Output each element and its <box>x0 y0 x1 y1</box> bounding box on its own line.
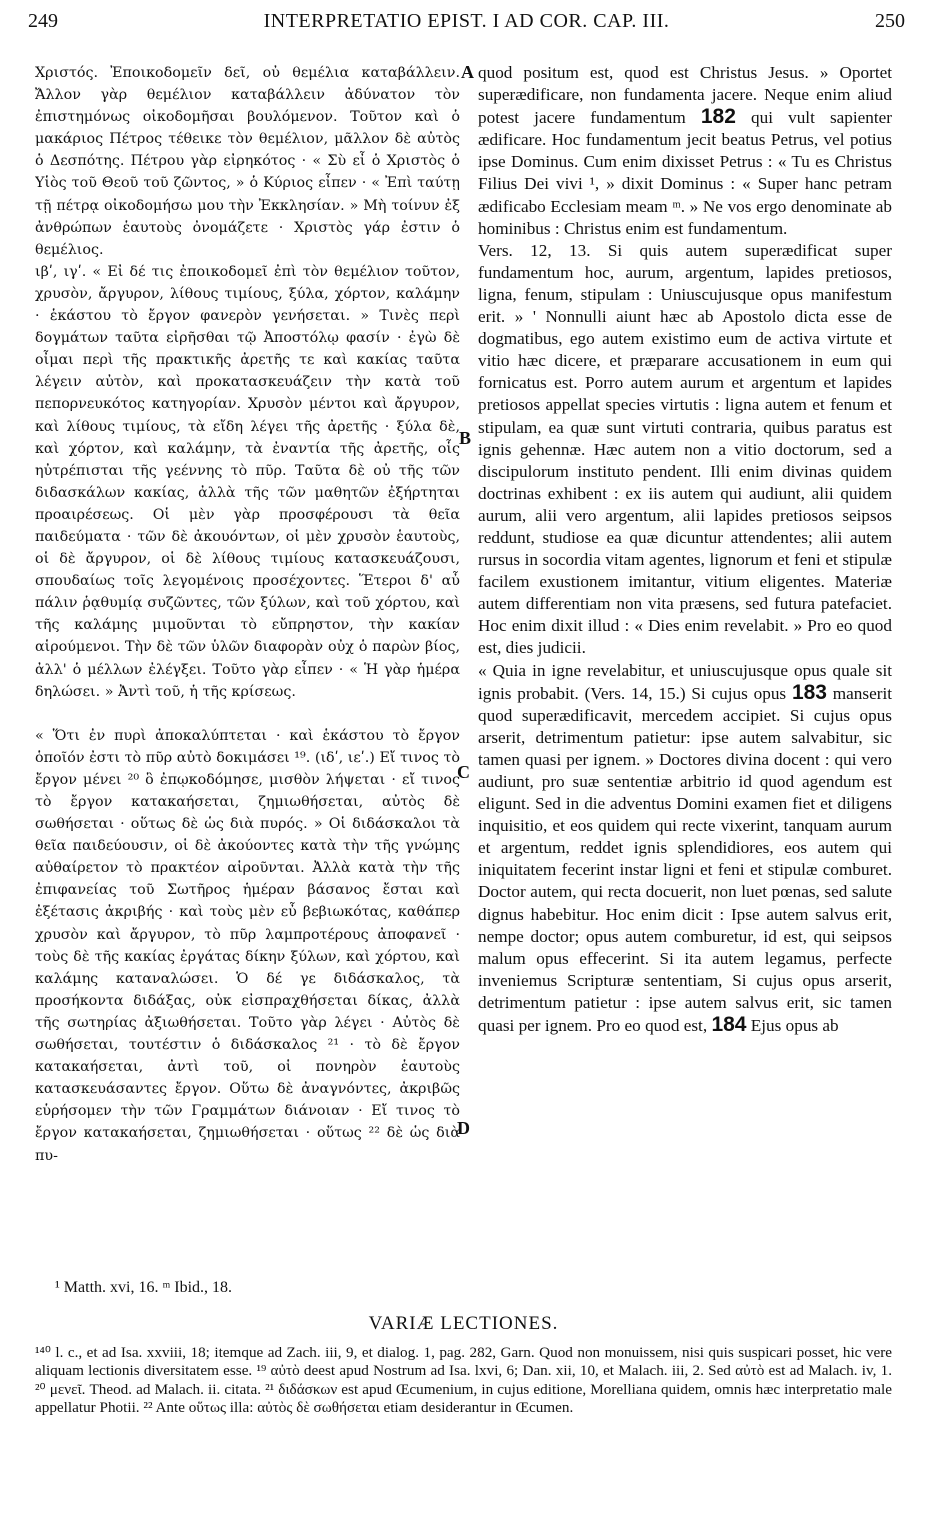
page-number-right: 250 <box>875 10 905 32</box>
margin-letter-c: C <box>457 762 470 782</box>
greek-paragraph-3: « Ὅτι ἐν πυρὶ ἀποκαλύπτεται · καὶ ἑκάστου τὸ ἔργον ὁποῖόν ἐστι τὸ πῦρ αὐτὸ δοκιμάσει ¹⁹. (ιδʹ, ιεʹ.) Εἴ τινος τὸ ἔργον μένει ²⁰ ὃ ἐπῳκοδόμησε, μισθὸν λήψεται · εἴ τινος τὸ ἔργον κατακαήσεται, ζημιωθήσεται, αὐτὸς δὲ σωθήσεται · οὕτως δὲ ὡς διὰ πυρός. » Οἱ διδάσκαλοι τὰ θεῖα παιδεύουσιν, οἱ δὲ ἀκούοντες κατὰ τὴν τῆς γνώμης αὐθαίρετον τὸ πρακτέον αἱροῦνται. Ἀλλὰ κατὰ τὴν τῆς ἐπιφανείας τοῦ Σωτῆρος ἡμέραν βάσανος ἔσται καὶ ἐξέτασις ἀκριβής · καὶ τοὺς μὲν εὖ βεβιωκότας, καθάπερ χρυσὸν καὶ ἄργυρον, τὸ πῦρ λαμπροτέρους ἀποφανεῖ · τοὺς δὲ τῆς κακίας ἐργάτας δίκην ξύλων, καὶ χόρτου, καὶ καλάμης καταναλώσει. Ὁ δέ γε διδάσκαλος, τὰ προσήκοντα διδάξας, οὐκ εἰσπραχθήσεται δίκας, ἀλλὰ τῆς σωτηρίας ἀξιωθήσεται. Τοῦτο γὰρ λέγει · Αὐτὸς δὲ σωθήσεται, τουτέστιν ὁ διδάσκαλος ²¹ · τὸ δὲ ἔργον κατακαήσεται, ἀντὶ τοῦ, οἱ πονηρὸν ἑαυτοὺς κατασκευάσαντες ἔργον. Οὕτω δὲ ἀναγνόντες, ἀκριβῶς εὑρήσομεν τὴν τῶν Γραμμάτων διάνοιαν · Εἴ τινος τὸ ἔργον κατακαήσεται, ζημιωθήσεται · οὕτως ²² δὲ ὡς διὰ πυ- <box>35 727 460 1164</box>
latin-paragraph-3 <box>478 660 892 1038</box>
latin-text: Ejus opus ab <box>746 1016 839 1036</box>
page-header <box>28 8 905 38</box>
footnote: ¹ Matth. xvi, 16. ᵐ Ibid., 18. <box>55 1279 233 1296</box>
latin-text: quod positum est, quod est Christus Jesus. » Oportet superædificare, non fundamenta jacere. Neque enim aliud potest jacere fundamentum <box>478 63 892 128</box>
latin-paragraph-1 <box>478 62 892 240</box>
greek-paragraph-2: ιβʹ, ιγʹ. « Εἰ δέ τις ἐποικοδομεῖ ἐπὶ τὸν θεμέλιον τοῦτον, χρυσὸν, ἄργυρον, λίθους τιμίους, ξύλα, χόρτον, καλάμην · ἑκάστου τὸ ἔργον φανερὸν γενήσεται. » Τινὲς περὶ δογμάτων ταῦτα εἰρῆσθαι τῷ Ἀποστόλῳ φασίν · ἐγὼ δὲ οἶμαι περὶ τῆς πρακτικῆς ἀρετῆς τε καὶ κακίας ταῦτα λέγειν αὐτὸν, καὶ προκατασκευάζειν τὴν κατὰ τοῦ πεπορνευκότος κατηγορίαν. Χρυσὸν μέντοι καὶ ἄργυρον, καὶ λίθους τιμίους, τὰ εἴδη λέγει τῆς ἀρετῆς · ξύλα δὲ, καὶ χόρτον, καὶ καλάμην, τὰ ἐναντία τῆς ἀρετῆς, οἷς ηὐτρέπισται τῆς γεέννης τὸ πῦρ. Ταῦτα δὲ οὐ τῆς τῶν διδασκάλων κακίας, ἀλλὰ τῆς τῶν μαθητῶν ἐξήρτηται προαιρέσεως. Οἱ μὲν γὰρ προσφέρουσι τὰ θεῖα παιδεύματα · τῶν δὲ ἀκουόντων, οἱ μὲν χρυσὸν ἑαυτοὺς, οἱ δὲ ἄργυρον, οἱ δὲ λίθους τιμίους κατασκευάζουσι, σπουδαίως τοῖς λεγομένοις προσέχοντες. Ἕτεροι δ' αὖ πάλιν ῥᾳθυμίᾳ συζῶντες, τῶν ξύλων, καὶ τοῦ χόρτου, καὶ τῆς καλάμης μιμοῦνται τὸ εὔπρηστον, τὴν κακίαν αἱρούμενοι. Τὴν δὲ τῶν ὑλῶν διαφορὰν οὐχ ὁ παρὼν βίος, ἀλλ' ὁ μέλλων ἐλέγξει. Τοῦτο γὰρ εἶπεν · « Ἡ γὰρ ἡμέρα δηλώσει. » Ἀντὶ τοῦ, ἡ τῆς κρίσεως. <box>35 263 460 700</box>
running-title: INTERPRETATIO EPIST. I AD COR. CAP. III. <box>263 10 670 32</box>
variae-lectiones-body: ¹⁴⁰ l. c., et ad Isa. xxviii, 18; itemque ad Zach. iii, 9, et dialog. 1, pag. 282, Garn. Quod non monuissem, nisi quis suspicari posset, hic vere aliquam lectionis diversitatem esse. ¹⁹ αὐτὸ deest apud Nostrum ad Isa. lxvi, 6; Dan. xii, 10, et Malach. iii, 2. Sed αὐτὸ est ad Malach. iv, 1. ²⁰ μενεῖ. Theod. ad Malach. ii. citata. ²¹ διδάσκων est apud Œcumenium, in cujus editione, Morelliana quidem, omnis hæc interpretatio male appellatur Photii. ²² Ante οὕτως illa: αὐτὸς δὲ σωθήσεται etiam desiderantur in Œcumen. <box>35 1344 892 1416</box>
latin-text: « Quia in igne revelabitur, et uniuscujusque opus quale sit ignis probabit. (Vers. 14, 15.) Si cujus opus <box>478 660 892 703</box>
page-number-left: 249 <box>28 10 58 32</box>
greek-column <box>35 62 460 1167</box>
latin-text: manserit quod superædificavit, mercedem accipiet. Si cujus opus arserit, detrimentum patietur: ipse autem salvabitur, sic tamen quasi per ignem. » Doctores divina docent : qui vero audiunt, pro suæ sententiæ arbitrio id quod agendum est eligunt. Sed in die adventus Domini examen fiet et diligens inquisitio, et eos quidem qui recte vixerint, tanquam aurum et argentum, reddet ignis splendidiores, eos autem qui iniquitatem fecerint instar ligni et feni et stipulæ comburet. Doctor autem, qui recta docuerit, non luet pœnas, sed salute dignus habebitur. Hoc enim dicit : Ipse autem salvus erit, nempe doctor; opus autem comburetur, id est, qui seipsos malum opus effecerint. Si ita autem legamus, perfecte inveniemus Scripturæ sententiam, Si cujus opus arserit, detrimentum patietur : ipse autem salvus erit, sic tamen quasi per ignem. Pro eo quod est, <box>478 683 892 1036</box>
margin-letter-b: B <box>459 428 472 448</box>
column-number-184: 184 <box>711 1013 747 1037</box>
variae-lectiones-title: VARIÆ LECTIONES. <box>368 1313 559 1334</box>
latin-text: qui vult sapienter ædificare. Hoc fundamentum jecit beatus Petrus, vel potius ipse Dominus. Cum enim dixisset Petrus : « Tu es Christus Filius Dei vivi ¹, » dixit Dominus : « Super hanc petram ædificabo Ecclesiam meam ᵐ. » Ne vos ergo denominate ab hominibus : Christus enim est fundamentum. <box>478 108 892 238</box>
greek-paragraph-1: Χριστός. Ἐποικοδομεῖν δεῖ, οὐ θεμέλια καταβάλλειν. Ἄλλον γὰρ θεμέλιον καταβάλλειν ἀδύνατον τὸν ἐπιστημόνως οἰκοδομῆσαι βουλόμενον. Τοῦτον καὶ ὁ μακάριος Πέτρος τέθεικε τὸν θεμέλιον, μᾶλλον δὲ αὐτὸς ὁ Δεσπότης. Πέτρου γὰρ εἰρηκότος · « Σὺ εἶ ὁ Χριστὸς ὁ Υἱὸς τοῦ Θεοῦ τοῦ ζῶντος, » ὁ Κύριος εἶπεν · « Ἐπὶ ταύτῃ τῇ πέτρᾳ οἰκοδομήσω μου τὴν Ἐκκλησίαν. » Μὴ τοίνυν ἐξ ἀνθρώπων ἑαυτοὺς ὀνομάζετε · Χριστὸς γάρ ἐστιν ὁ θεμέλιος. <box>35 65 460 258</box>
latin-column <box>478 62 892 1037</box>
column-number-182: 182 <box>700 105 736 129</box>
column-number-183: 183 <box>791 680 827 704</box>
margin-letter-a: A <box>461 62 474 82</box>
margin-letter-d: D <box>457 1118 470 1138</box>
latin-paragraph-2: Vers. 12, 13. Si quis autem superædificat super fundamentum hoc, aurum, argentum, lapides pretiosos, ligna, fenum, stipulam : Uniuscujusque opus manifestum erit. » ' Nonnulli aiunt hæc ab Apostolo dicta esse de dogmatibus, ego autem existimo eum de activa virtute et vitio hæc dicere, et præparare accusationem in eum qui fornicatus est. Porro autem aurum et argentum et lapides pretiosos appellat species virtutis : ligna autem et fenum et stipulam, ea quæ sunt virtuti contraria, quibus paratus est ignis gehennæ. Hæc autem non a vitio doctorum, sed a discipulorum instituto pendent. Illi enim divinas quidem doctrinas exhibent : ex iis autem qui audiunt, alii quidem aurum, alii vero argentum, alii lapides pretiosos seipsos reddunt, studiose ea quæ dicuntur attendentes; alii autem rursus in socordia vitam agentes, lignorum et feni et stipulæ facilem exustionem imitantur, vitium eligentes. Materiæ autem differentiam non vita præsens, sed futura patefaciet. Hoc enim dixit illud : « Dies enim revelabit. » Pro eo quod est, dies judicii. <box>478 240 892 658</box>
